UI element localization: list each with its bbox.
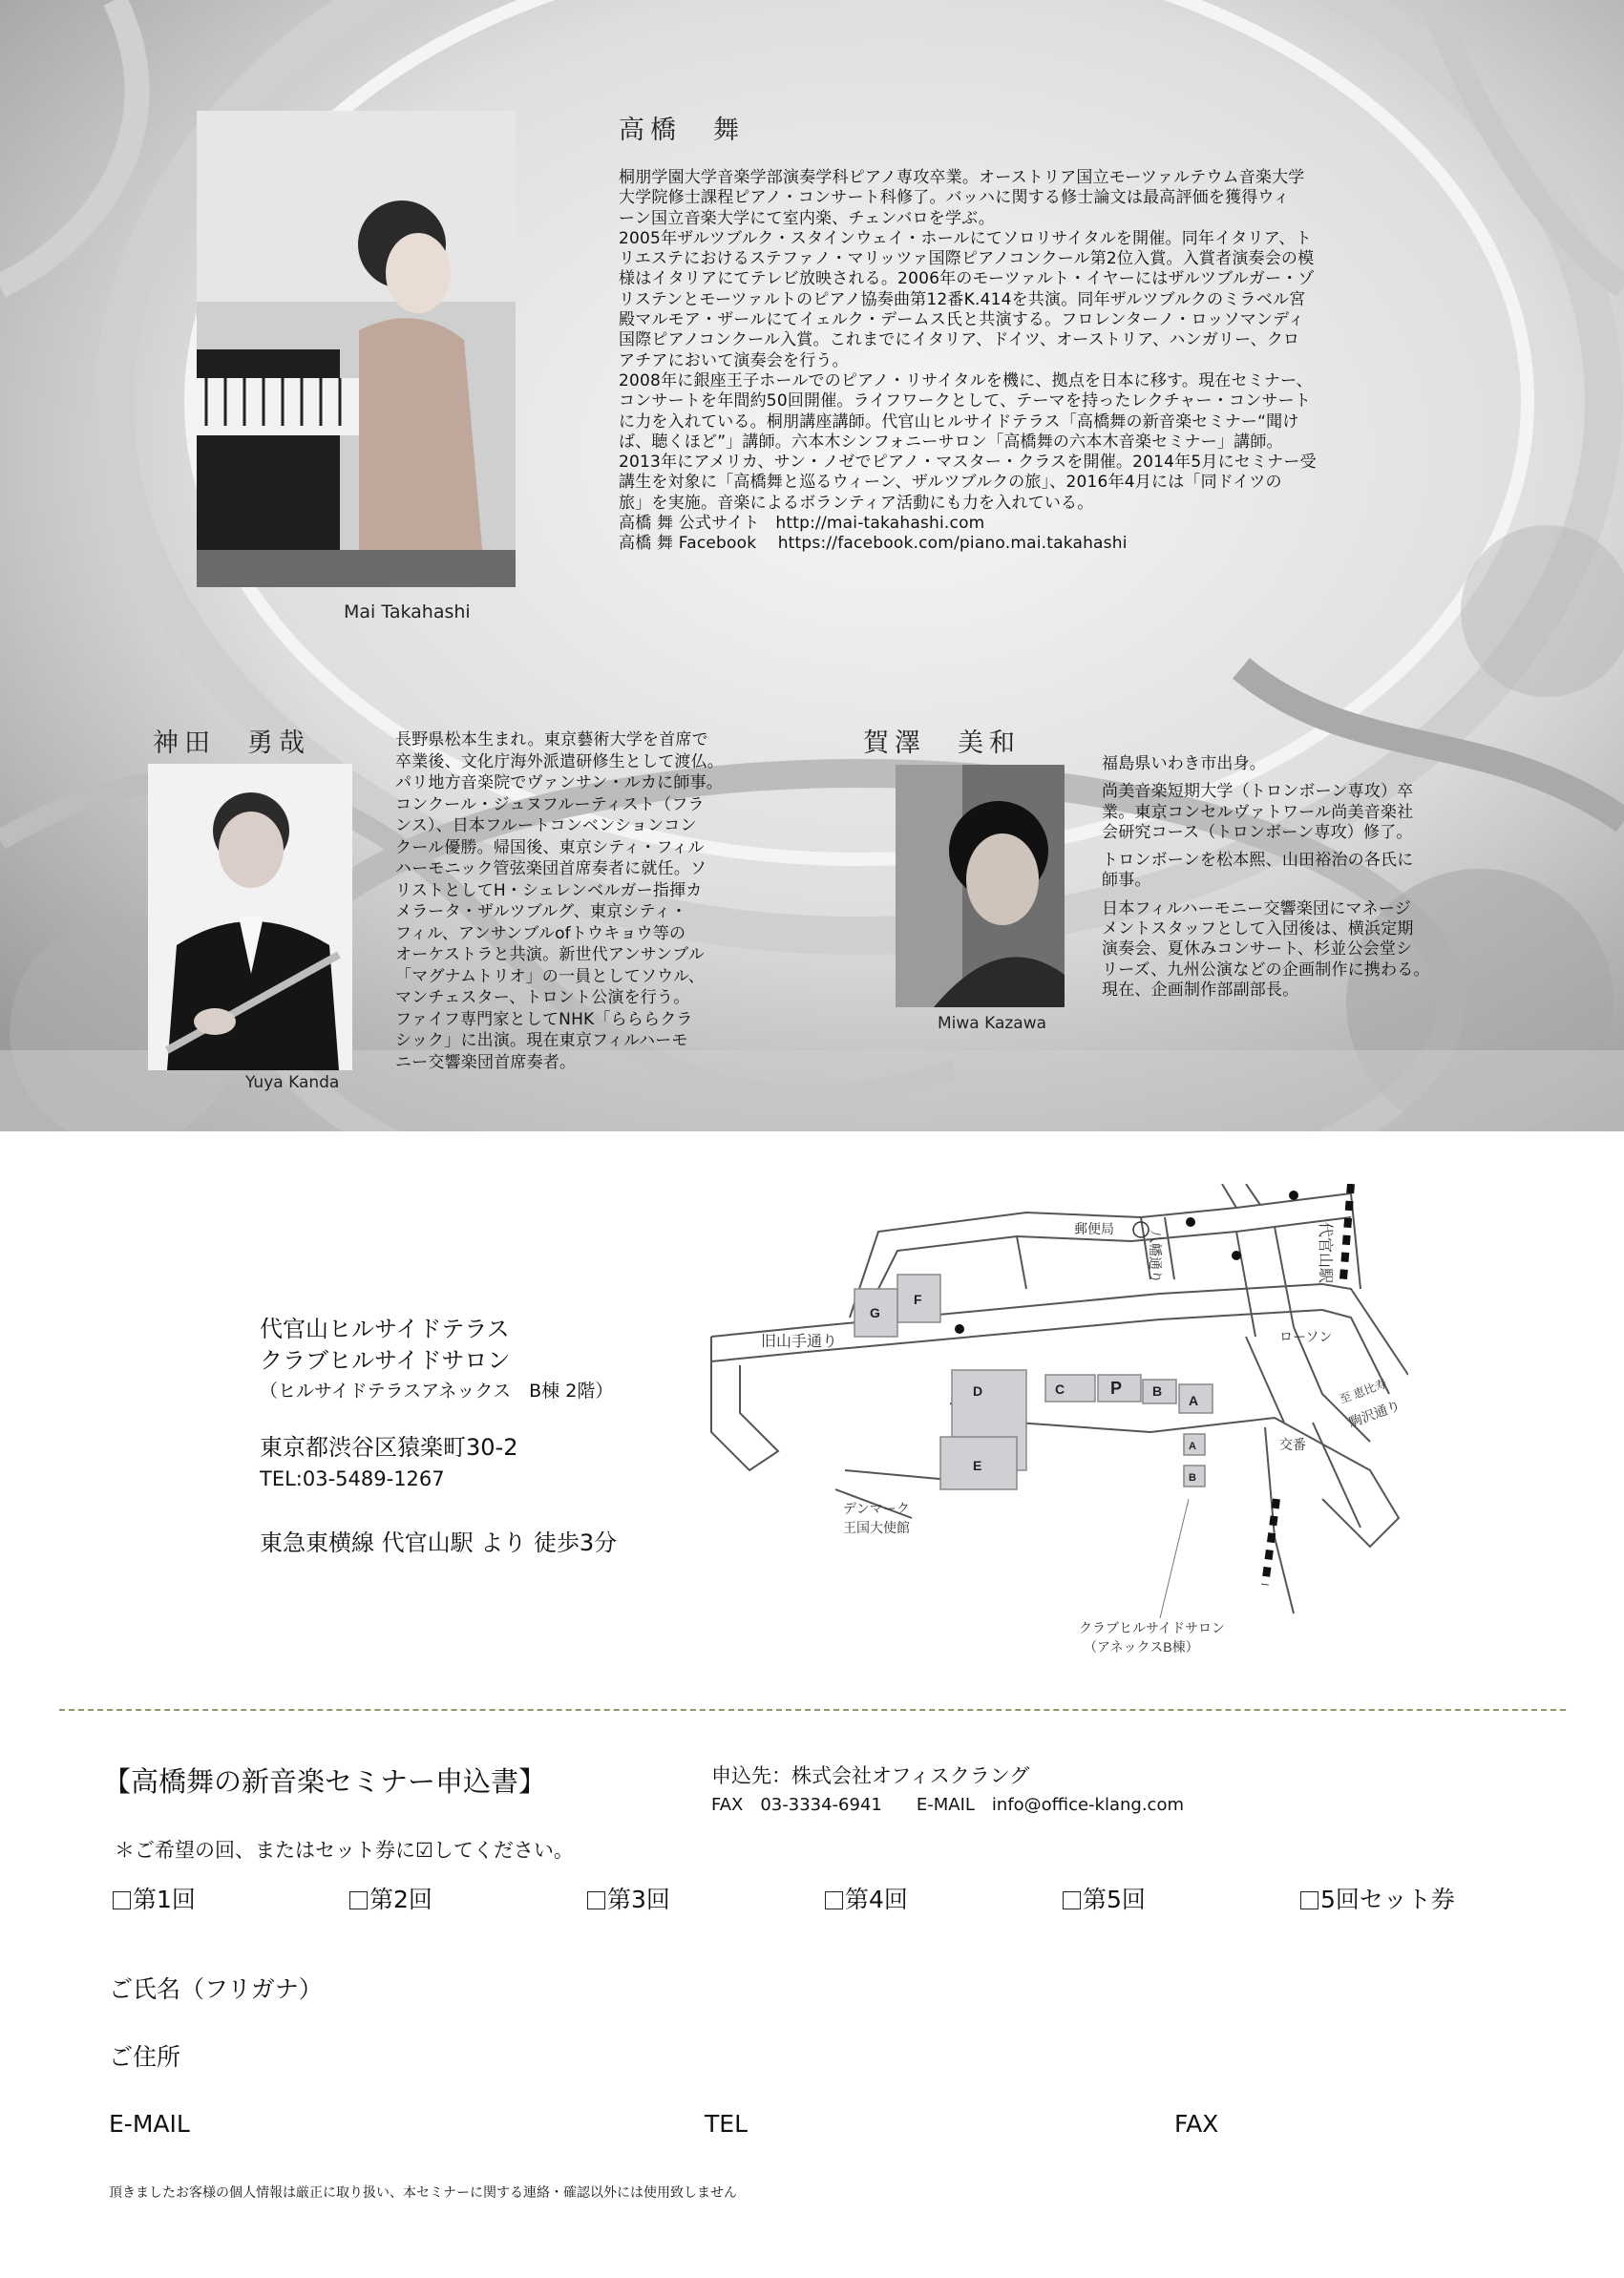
kazawa-bio-birthplace: 福島県いわき市出身。 — [1102, 754, 1266, 773]
map-label-denmark-1: デンマーク — [843, 1501, 910, 1516]
kanda-caption: Yuya Kanda — [245, 1073, 340, 1092]
post-office-icon — [1133, 1222, 1149, 1237]
access-map — [702, 1184, 1408, 1680]
option-label: 第1回 — [133, 1886, 196, 1913]
checkbox-icon[interactable] — [349, 1891, 368, 1909]
kazawa-photo — [896, 765, 1065, 1007]
name-field-label: ご氏名（フリガナ） — [109, 1975, 323, 2003]
form-title: 【高橋舞の新音楽セミナー申込書】 — [103, 1765, 547, 1798]
map-label-denmark-2: 王国大使館 — [843, 1520, 910, 1535]
map-building-label: A — [1189, 1393, 1199, 1408]
option-label: 5回セット券 — [1320, 1886, 1455, 1913]
kazawa-name: 賀澤 美和 — [863, 728, 1021, 758]
cut-line-divider — [59, 1709, 1566, 1711]
form-note: ＊ご希望の回、またはセット券に☑してください。 — [115, 1839, 574, 1862]
map-building-label: D — [973, 1383, 983, 1399]
venue-tel: TEL:03-5489-1267 — [260, 1467, 445, 1490]
map-building-label: C — [1055, 1382, 1065, 1397]
form-apply-to: 申込先：株式会社オフィスクラング — [711, 1764, 1030, 1787]
option-label: 第2回 — [369, 1886, 432, 1913]
option-set-ticket[interactable] — [1300, 1881, 1455, 1915]
venue-address: 東京都渋谷区猿楽町30-2 — [260, 1434, 518, 1461]
kazawa-bio-career: 日本フィルハーモニー交響楽団にマネージ メントスタッフとして入団後は、横浜定期 演奏会、夏休みコンサート、杉並公会堂シ リーズ、九州公演などの企画制作に携わる。 現在、企画制作部副部長。 — [1102, 898, 1430, 1000]
checkbox-icon[interactable] — [825, 1891, 843, 1909]
checkbox-icon[interactable] — [1300, 1891, 1318, 1909]
venue-info — [260, 1314, 680, 1559]
form-contact: FAX 03-3334-6941 E-MAIL info@office-klang.com — [711, 1795, 1184, 1815]
option-session-2[interactable] — [349, 1881, 432, 1915]
map-label-komazawa: 駒沢通り — [1346, 1397, 1403, 1430]
map-label-ebisu: 至 恵比寿 — [1338, 1377, 1389, 1406]
map-label-hachiman: 八幡通り — [1148, 1230, 1163, 1283]
map-building-label: F — [914, 1292, 922, 1307]
map-label-salon-1: クラブヒルサイドサロン — [1079, 1620, 1226, 1635]
venue-name-1: 代官山ヒルサイドテラス — [260, 1316, 510, 1342]
map-pin-icon — [1289, 1191, 1298, 1200]
map-pin-icon — [1232, 1251, 1241, 1260]
checkbox-icon[interactable] — [587, 1891, 605, 1909]
kazawa-bio-teachers: トロンボーンを松本熙、山田裕治の各氏に 師事。 — [1102, 851, 1414, 891]
kanda-bio: 長野県松本生まれ。東京藝術大学を首席で 卒業後、文化庁海外派遣研修生として渡仏。 パリ地方音楽院でヴァンサン・ルカに師事。 コンクール・ジュヌフルーティスト（フラ ンス）、日本フルートコンベンションコン クール優勝。帰国後、東京シティ・フィル ハーモニック管弦楽団首席奏者に就任。ソ リストとしてH・シェレンベルガー指揮カ メラータ・ザルツブルグ、東京シティ・ フィル、アンサンブルofトウキョウ等の オーケストラと共演。新世代アンサンブル 「マグナムトリオ」の一員としてソウル、 マンチェスター、トロント公演を行う。 ファイフ専門家としてNHK「らららクラ シック」に出演。現在東京フィルハーモ ニー交響楽団首席奏者。 — [395, 730, 724, 1072]
email-field-label: E-MAIL — [109, 2110, 190, 2138]
takahashi-caption: Mai Takahashi — [344, 601, 471, 622]
venue-name-2: クラブヒルサイドサロン — [260, 1347, 511, 1374]
map-building-label: B — [1152, 1383, 1163, 1399]
option-label: 第3回 — [607, 1886, 670, 1913]
tel-field-label: TEL — [705, 2110, 748, 2138]
map-label-kyu-yamate: 旧山手通り — [761, 1334, 838, 1350]
option-session-4[interactable] — [825, 1881, 908, 1915]
kazawa-bio-education: 尚美音楽短期大学（トロンボーン専攻）卒 業。東京コンセルヴァトワール尚美音楽社 会研究コース（トロンボーン専攻）修了。 — [1102, 782, 1414, 842]
map-label-salon-2: （アネックスB棟） — [1084, 1639, 1199, 1655]
option-label: 第5回 — [1083, 1886, 1146, 1913]
map-label-post-office: 郵便局 — [1074, 1221, 1114, 1236]
map-label-koban: 交番 — [1279, 1437, 1306, 1452]
map-building-label: E — [973, 1458, 982, 1473]
takahashi-bio: 桐朋学園大学音楽学部演奏学科ピアノ専攻卒業。オーストリア国立モーツァルテウム音楽大学 大学院修士課程ピアノ・コンサート科修了。バッハに関する修士論文は最高評価を獲得ウィ ーン国立音楽大学にて室内楽、チェンバロを学ぶ。 2005年ザルツブルク・スタインウェイ・ホールにてソロリサイタルを開催。同年イタリア、ト リエステにおけるステファノ・マリッツァ国際ピアノコンクール第2位入賞。入賞者演奏会の模 様はイタリアにてテレビ放映される。2006年のモーツァルト・イヤーにはザルツブルガー・ゾ リステンとモーツァルトのピアノ協奏曲第12番K.414を共演。同年ザルツブルクのミラベル宮 殿マルモア・ザールにてイェルク・デームス氏と共演する。フロレンターノ・ロッソマンディ 国際ピアノコンクール入賞。これまでにイタリア、ドイツ、オーストリア、ハンガリー、クロ アチアにおいて演奏会を行う。 2008年に銀座王子ホールでのピアノ・リサイタルを機に、拠点を日本に移す。現在セミナー、 コンサートを年間約50回開催。ライフワークとして、テーマを持ったレクチャー・コンサート に力を入れている。桐朋講座講師。代官山ヒルサイドテラス「高橋舞の新音楽セミナー“聞け ば、聴くほど”」講師。六本木シンフォニーサロン「高橋舞の六本木音楽セミナー」講師。 2013年にアメリカ、サン・ノゼでピアノ・マスター・クラスを開催。2014年5月にセミナー受 講生を対象に「高橋舞と巡るウィーン、ザルツブルクの旅」、2016年4月には「同ドイツの 旅」を実施。音楽によるボランティア活動にも力を入れている。 高橋 舞 公式サイト http://mai-takahashi.com 高橋 舞 Facebook https://facebook.com/piano.mai.takahashi — [619, 168, 1317, 554]
option-session-1[interactable] — [113, 1881, 196, 1915]
fax-field-label: FAX — [1174, 2110, 1219, 2138]
option-session-3[interactable] — [587, 1881, 670, 1915]
map-label-lawson: ローソン — [1279, 1329, 1333, 1344]
map-building-label: A — [1189, 1441, 1196, 1452]
kazawa-bio — [1102, 754, 1484, 1001]
kazawa-caption: Miwa Kazawa — [938, 1014, 1047, 1033]
map-pin-icon — [1186, 1217, 1195, 1227]
checkbox-icon[interactable] — [113, 1891, 131, 1909]
takahashi-name: 高橋 舞 — [619, 116, 745, 145]
map-building-label: P — [1110, 1379, 1123, 1398]
takahashi-photo — [197, 111, 516, 587]
map-label-daikanyama-station: 代官山駅 — [1317, 1222, 1333, 1284]
venue-access: 東急東横線 代官山駅 より 徒歩3分 — [260, 1529, 618, 1556]
kanda-photo — [148, 764, 352, 1070]
checkbox-icon[interactable] — [1063, 1891, 1081, 1909]
address-field-label: ご住所 — [109, 2043, 181, 2071]
venue-annex: （ヒルサイドテラスアネックス B棟 2階） — [260, 1381, 614, 1402]
option-label: 第4回 — [845, 1886, 908, 1913]
map-building-label: B — [1189, 1472, 1196, 1484]
option-session-5[interactable] — [1063, 1881, 1146, 1915]
kanda-name: 神田 勇哉 — [153, 728, 310, 758]
privacy-note: 頂きましたお客様の個人情報は厳正に取り扱い、本セミナーに関する連絡・確認以外には使用致しません — [109, 2185, 737, 2201]
map-building-label: G — [870, 1305, 880, 1320]
map-pin-icon — [955, 1324, 964, 1334]
